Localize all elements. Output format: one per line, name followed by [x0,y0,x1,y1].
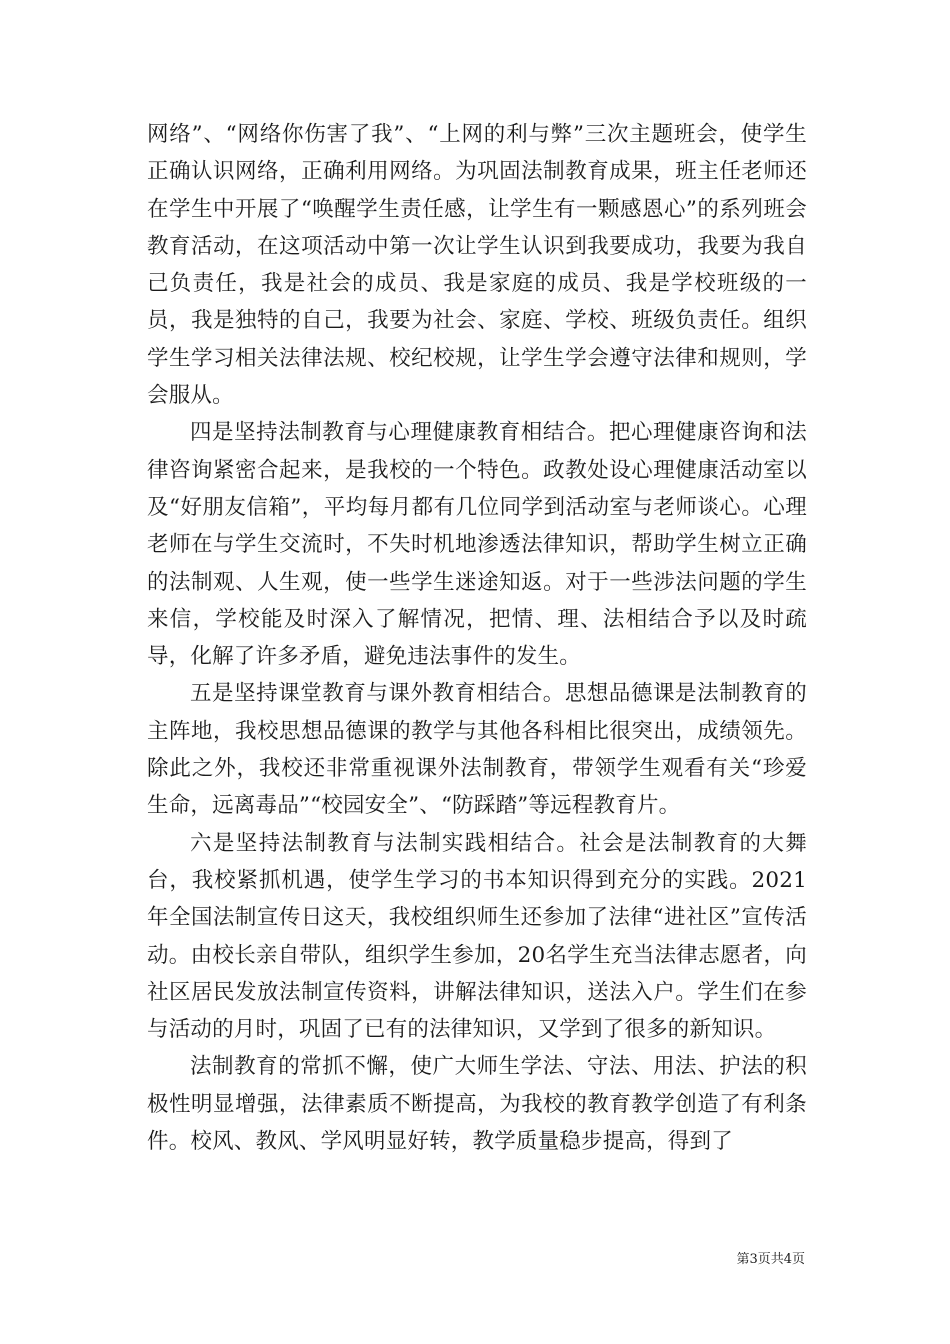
paragraph-psychological-health: 四是坚持法制教育与心理健康教育相结合。把心理健康咨询和法律咨询紧密合起来，是我校的一个特色。政教处设心理健康活动室以及“好朋友信箱”，平均每月都有几位同学到活动室与老师谈心。心理老师在与学生交流时，不失时机地渗透法律知识，帮助学生树立正确的法制观、人生观，使一些学生迷途知返。对于一些涉法问题的学生来信，学校能及时深入了解情况，把情、理、法相结合予以及时疏导，化解了许多矛盾，避免违法事件的发生。 [147,420,807,670]
document-body [147,116,807,1160]
paragraph-classroom-education: 五是坚持课堂教育与课外教育相结合。思想品德课是法制教育的主阵地，我校思想品德课的教学与其他各科相比很突出，成绩领先。除此之外，我校还非常重视课外法制教育，带领学生观看有关“珍爱生命，远离毒品”“校园安全”、“防踩踏”等远程教育片。 [147,681,807,819]
paragraph-legal-practice: 六是坚持法制教育与法制实践相结合。社会是法制教育的大舞台，我校紧抓机遇，使学生学习的书本知识得到充分的实践。2021年全国法制宣传日这天，我校组织师生还参加了法律“进社区”宣传活动。由校长亲自带队，组织学生参加，20名学生充当法律志愿者，向社区居民发放法制宣传资料，讲解法律知识，送法入户。学生们在参与活动的月时，巩固了已有的法律知识，又学到了很多的新知识。 [147,830,807,1043]
paragraph-network-class-meetings: 网络”、“网络你伤害了我”、“上网的利与弊”三次主题班会，使学生正确认识网络，正确利用网络。为巩固法制教育成果，班主任老师还在学生中开展了“唤醒学生责任感，让学生有一颗感恩心”的系列班会教育活动，在这项活动中第一次让学生认识到我要成功，我要为我自己负责任，我是社会的成员、我是家庭的成员、我是学校班级的一员，我是独特的自己，我要为社会、家庭、学校、班级负责任。组织学生学习相关法律法规、校纪校规，让学生学会遵守法律和规则，学会服从。 [147,122,807,409]
page-number: 第3页共4页 [736,1252,805,1267]
paragraph-results: 法制教育的常抓不懈，使广大师生学法、守法、用法、护法的积极性明显增强，法律素质不断提高，为我校的教育教学创造了有利条件。校风、教风、学风明显好转，教学质量稳步提高，得到了 [147,1054,807,1155]
